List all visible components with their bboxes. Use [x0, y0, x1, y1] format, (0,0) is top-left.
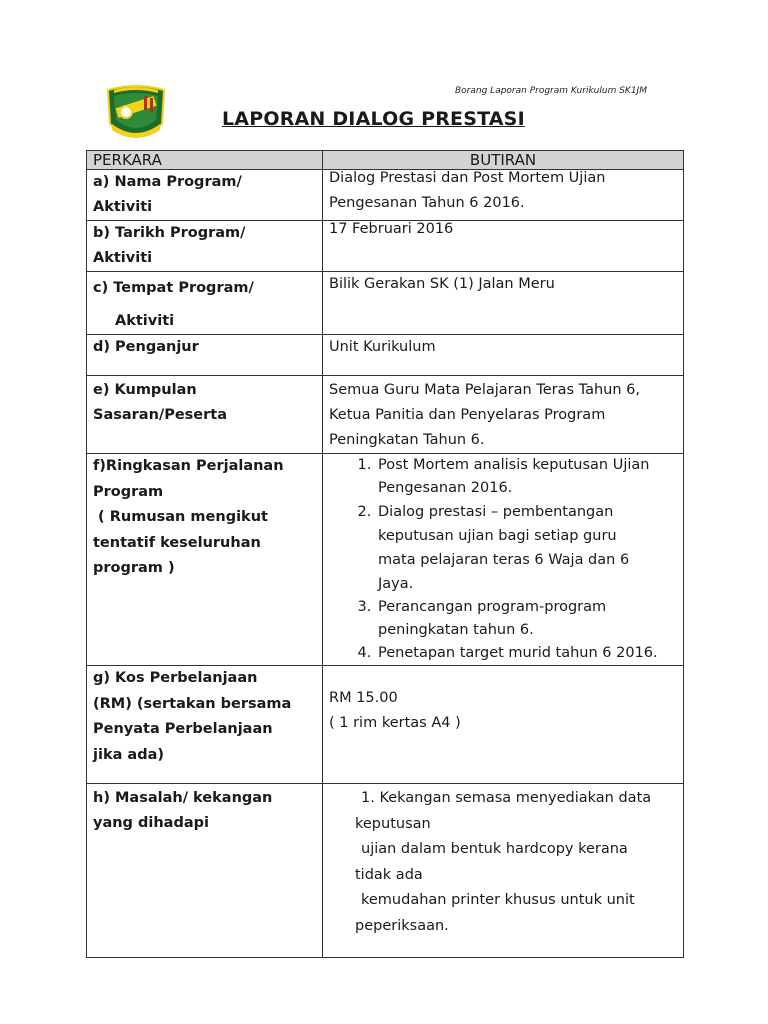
problem-list: 1. Kekangan semasa menyediakan data keputusan ujian dalam bentuk hardcopy kerana tidak ada kemudahan printer khusus untuk unit peperiksaan.	[355, 790, 652, 934]
row-value	[323, 784, 684, 958]
row-value: 17 Februari 2016	[323, 221, 684, 272]
header-perkara: PERKARA	[87, 151, 323, 170]
list-item: 1. Post Mortem analisis keputusan Ujian Pengesanan 2016.	[376, 454, 677, 500]
program-steps-list	[329, 454, 677, 665]
form-reference: Borang Laporan Program Kurikulum SK1JM	[455, 86, 647, 96]
list-item: 3. Perancangan program-program peningkatan tahun 6.	[376, 596, 677, 642]
row-label: f)Ringkasan Perjalanan Program ( Rumusan mengikut tentatif keseluruhan program )	[87, 454, 323, 666]
list-item: 4. Penetapan target murid tahun 6 2016.	[376, 642, 677, 665]
table-row	[87, 454, 684, 666]
row-label: c) Tempat Program/ Aktiviti	[87, 272, 323, 335]
table-row	[87, 666, 684, 784]
row-value: RM 15.00 ( 1 rim kertas A4 )	[323, 666, 684, 784]
table-row	[87, 221, 684, 272]
row-value: Bilik Gerakan SK (1) Jalan Meru	[323, 272, 684, 335]
row-label: g) Kos Perbelanjaan (RM) (sertakan bersama Penyata Perbelanjaan jika ada)	[87, 666, 323, 784]
row-value	[323, 454, 684, 666]
row-value: Semua Guru Mata Pelajaran Teras Tahun 6, Ketua Panitia dan Penyelaras Program Peningkatan Tahun 6.	[323, 376, 684, 454]
table-row	[87, 170, 684, 221]
row-label: d) Penganjur	[87, 335, 323, 376]
school-logo	[104, 84, 168, 144]
document-title: LAPORAN DIALOG PRESTASI	[222, 108, 525, 130]
table-row	[87, 335, 684, 376]
table-row	[87, 376, 684, 454]
row-value: Dialog Prestasi dan Post Mortem Ujian Pengesanan Tahun 6 2016.	[323, 170, 684, 221]
header-butiran: BUTIRAN	[323, 151, 684, 170]
row-label: b) Tarikh Program/ Aktiviti	[87, 221, 323, 272]
row-label: a) Nama Program/ Aktiviti	[87, 170, 323, 221]
table-row	[87, 272, 684, 335]
row-value: Unit Kurikulum	[323, 335, 684, 376]
report-table	[86, 150, 684, 958]
table-row	[87, 784, 684, 958]
row-label: h) Masalah/ kekangan yang dihadapi	[87, 784, 323, 958]
list-item: 2. Dialog prestasi – pembentangan keputusan ujian bagi setiap guru mata pelajaran teras 6 Waja dan 6 Jaya.	[376, 500, 677, 596]
row-label: e) Kumpulan Sasaran/Peserta	[87, 376, 323, 454]
